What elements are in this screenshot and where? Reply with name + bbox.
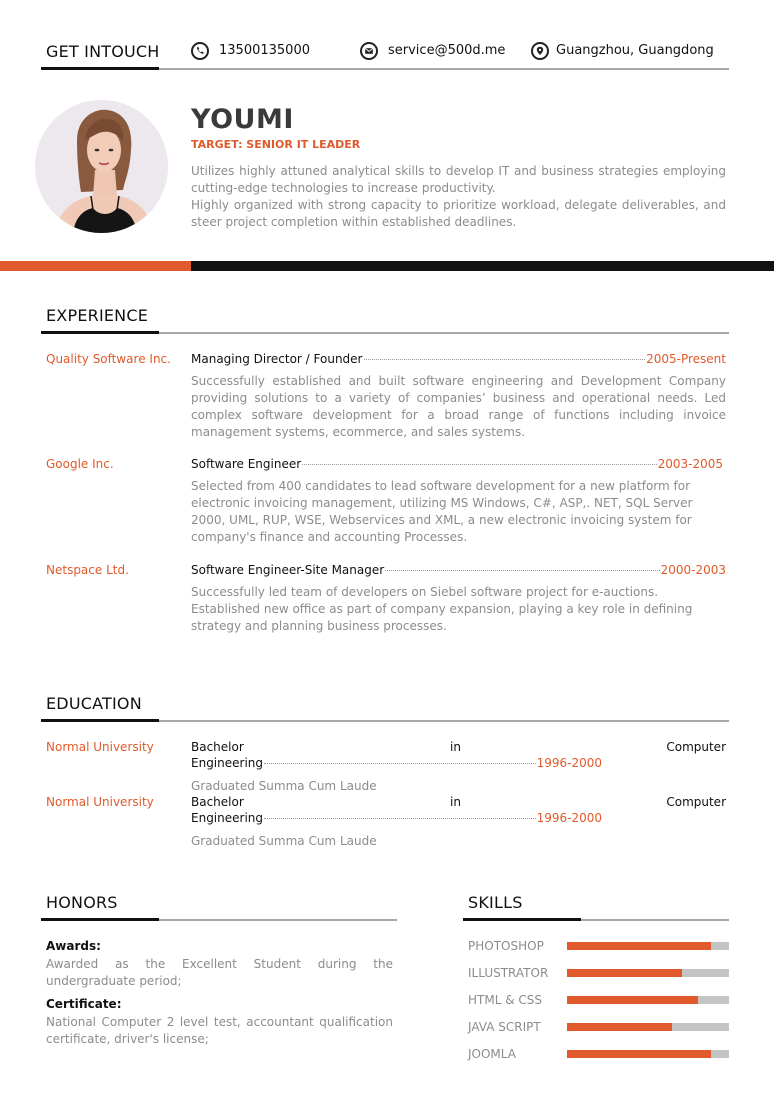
skill-bar-fill [567, 1050, 711, 1058]
experience-description: Selected from 400 candidates to lead software development for a new platform for electronic invoicing management, utilizing MS Windows, C#, ASP,. NET, SQL Server 2000, UML, RUP, WSE, Webservices and XML, a new electronic invoicing system for company's finance and accounting Processes. [191, 479, 693, 544]
experience-date: 2005-Present [646, 352, 726, 366]
degree-word: Computer [666, 740, 726, 754]
leader-dots [385, 570, 659, 571]
education-degree-line [191, 811, 602, 825]
leader-dots [264, 818, 536, 819]
avatar [35, 100, 168, 233]
candidate-name: YOUMI [191, 104, 294, 135]
experience-company: Google Inc. [46, 457, 114, 471]
degree-word: in [450, 795, 461, 809]
awards-text: Awarded as the Excellent Student during the undergraduate period; [46, 957, 393, 988]
skill-name: ILLUSTRATOR [468, 966, 549, 980]
experience-description: Successfully established and built software engineering and Development Company providing solutions to a variety of companies’ business and operational needs. Led complex software development for a broad range of functions including invoice management systems, ecommerce, and sales systems. [191, 374, 726, 439]
leader-dots [264, 763, 536, 764]
summary-paragraph-2: Highly organized with strong capacity to prioritize workload, delegate deliverables, and steer project completion within established deadlines. [191, 198, 726, 229]
leader-dots [302, 464, 656, 465]
experience-role-line [191, 352, 726, 366]
education-degree-line [191, 756, 602, 770]
education-note: Graduated Summa Cum Laude [191, 834, 377, 848]
honors-rule [159, 919, 397, 921]
skills-heading: SKILLS [468, 893, 523, 912]
education-note: Graduated Summa Cum Laude [191, 779, 377, 793]
contact-rule-accent [41, 67, 159, 70]
contact-location: Guangzhou, Guangdong [556, 43, 714, 58]
certificate-text: National Computer 2 level test, accountant qualification certificate, driver's license; [46, 1015, 393, 1046]
target-position: TARGET: SENIOR IT LEADER [191, 138, 361, 151]
experience-rule [159, 332, 729, 334]
experience-role-line [191, 457, 723, 471]
skill-bar-track [567, 996, 729, 1004]
contact-phone: 13500135000 [219, 43, 310, 58]
skill-name: HTML & CSS [468, 993, 542, 1007]
skill-bar-track [567, 1050, 729, 1058]
summary-paragraph-1: Utilizes highly attuned analytical skills to develop IT and business strategies employing cutting-edge technologies to increase productivity. [191, 164, 726, 195]
experience-heading: EXPERIENCE [46, 306, 149, 325]
honors-rule-accent [41, 918, 159, 921]
leader-dots [364, 359, 646, 360]
email-icon [360, 42, 378, 60]
skill-bar-fill [567, 1023, 672, 1031]
skill-name: JAVA SCRIPT [468, 1020, 541, 1034]
skill-bar-track [567, 1023, 729, 1031]
awards-label: Awards: [46, 939, 101, 953]
degree-word: Computer [666, 795, 726, 809]
education-school: Normal University [46, 740, 154, 754]
location-icon [531, 42, 549, 60]
experience-role: Software Engineer-Site Manager [191, 563, 385, 577]
skill-bar-fill [567, 996, 698, 1004]
contact-heading: GET INTOUCH [46, 42, 160, 61]
skill-bar-fill [567, 969, 682, 977]
experience-company: Netspace Ltd. [46, 563, 129, 577]
skill-bar-fill [567, 942, 711, 950]
degree-word: in [450, 740, 461, 754]
education-rule-accent [41, 719, 159, 722]
skill-bar-track [567, 969, 729, 977]
degree-word: Bachelor [191, 740, 244, 754]
experience-description: Successfully led team of developers on Siebel software project for e-auctions. Established new office as part of company expansion, playing a key role in defining strategy and planning business processes. [191, 585, 693, 633]
degree-field: Engineering [191, 756, 263, 770]
honors-heading: HONORS [46, 893, 118, 912]
skill-bar-track [567, 942, 729, 950]
experience-role: Managing Director / Founder [191, 352, 363, 366]
contact-rule [159, 68, 729, 70]
education-rule [159, 720, 729, 722]
skills-rule [581, 919, 729, 921]
education-degree [191, 740, 726, 756]
education-date: 1996-2000 [536, 811, 602, 825]
experience-role-line [191, 563, 726, 577]
education-school: Normal University [46, 795, 154, 809]
skill-name: PHOTOSHOP [468, 939, 544, 953]
education-heading: EDUCATION [46, 694, 142, 713]
experience-date: 2003-2005 [657, 457, 723, 471]
divider-dark-bar [191, 261, 774, 271]
skills-rule-accent [463, 918, 581, 921]
education-degree [191, 795, 726, 811]
education-date: 1996-2000 [536, 756, 602, 770]
experience-date: 2000-2003 [660, 563, 726, 577]
divider-accent-bar [0, 261, 191, 271]
degree-word: Bachelor [191, 795, 244, 809]
contact-email: service@500d.me [388, 43, 506, 58]
skill-name: JOOMLA [468, 1047, 516, 1061]
experience-role: Software Engineer [191, 457, 302, 471]
degree-field: Engineering [191, 811, 263, 825]
phone-icon [191, 42, 209, 60]
experience-rule-accent [41, 331, 159, 334]
certificate-label: Certificate: [46, 997, 122, 1011]
experience-company: Quality Software Inc. [46, 352, 171, 366]
